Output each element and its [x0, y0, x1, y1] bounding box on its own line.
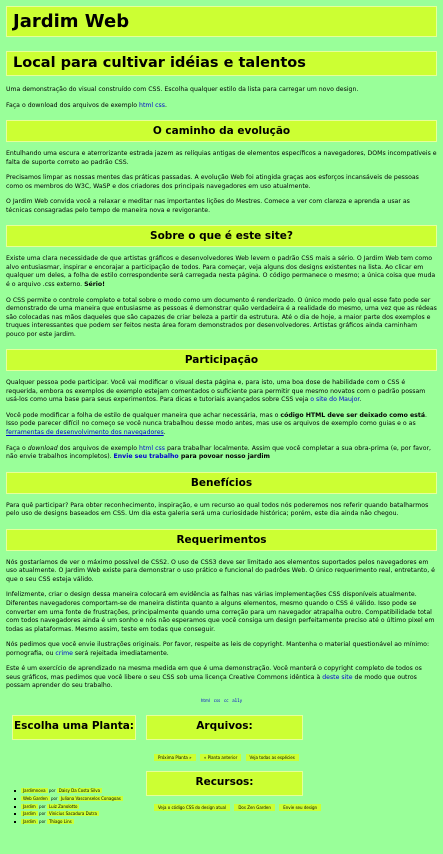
submit-work-link[interactable]: Envie seu trabalho: [113, 453, 179, 461]
heading-evolucao: O caminho da evolução: [6, 120, 437, 142]
list-item: Jardim por Vinicius Sacadura Dutra: [14, 810, 123, 818]
participacao-p3: Faça o download dos arquivos de exemplo html css para trabalhar localmente. Assim que você completar a sua obra-prima (e, por favor, não envie trabalhos incompletos). Envie seu trabalho para povoar nosso jardim: [6, 444, 431, 461]
validator-css-link[interactable]: css: [213, 697, 221, 703]
list-item: Jardim por Luiz Zanolotto: [14, 803, 123, 811]
participacao-p1: Qualquer pessoa pode participar. Você vai modificar o visual desta página e, para isto, uma boa dose de habilidade com o CSS é requerida, embora os exemplos de exemplo estejam comentados o suficiente para permitir que mesmo novatos com o padrão possam usá-los como uma base para seus experimentos. Para dicas e tutoriais avançados sobre CSS veja o site do Maujor.: [6, 379, 426, 404]
bullet-icon: [14, 798, 16, 800]
participacao-p2: Você pode modificar a folha de estilo de qualquer maneira que achar necessária, mas o código HTML deve ser deixado como está. Isso pode parecer difícil no começo se você nunca trabalhou desse modo antes, mas use os arquivos de exemplo como guias e o as ferramentas de desenvolvimento dos navegadores.: [6, 411, 427, 437]
requerimentos-p4: Este é um exercício de aprendizado na mesma medida em que é uma demonstração. Você manterá o copyright completo de todos os seus gráficos, mas pedimos que você libere o seu CSS sob uma licença Creative Commons idêntica à deste site de modo que outros possam aprender do seu trabalho.: [6, 665, 422, 690]
heading-participacao: Participação: [6, 349, 437, 371]
validator-a11y-link[interactable]: a11y: [232, 697, 243, 703]
plant-link[interactable]: Jardim: [23, 811, 36, 817]
crime-link[interactable]: crime: [55, 649, 73, 657]
evolucao-p2: Precisamos limpar as nossas mentes das práticas passadas. A evolução Web foi atingida graças aos esforços incansáveis de pessoas como os membros do W3C, WaSP e dos criadores dos principais navegadores em uso atualmente.: [6, 174, 419, 190]
page-subtitle: Local para cultivar idéias e talentos: [6, 51, 437, 76]
sample-css-link[interactable]: css: [155, 444, 165, 452]
license-link[interactable]: deste site: [322, 673, 353, 681]
bullet-icon: [14, 790, 16, 792]
plant-list: [14, 787, 123, 825]
author-link[interactable]: Juliana Vasconselos Conagoas: [60, 795, 121, 801]
prev-plant-link[interactable]: « Planta anterior: [200, 754, 241, 761]
site-title: Jardim Web: [6, 6, 437, 37]
plant-link[interactable]: Jardim: [23, 803, 36, 809]
sample-html-link[interactable]: html: [139, 444, 154, 452]
plant-link[interactable]: Web Garden: [23, 795, 48, 801]
beneficios-p1: Para quê participar? Para obter reconhecimento, inspiração, e um recurso ao qual todos nós poderemos nos referir quando batalharmos pelo uso de designs baseados em CSS. Um dia esta galeria será uma curiosidade histórica; porém, este dia ainda não chegou.: [6, 501, 429, 518]
archives-list: [154, 755, 302, 761]
beneficios-section: [6, 502, 437, 519]
participacao-section: [6, 379, 437, 461]
bullet-icon: [14, 813, 16, 815]
evolucao-p1: Entulhando uma escura e aterrorizante estrada jazem as relíquias antigas de elementos específicos a navegadores, DOMs incompatíveis e falta de suporte correto ao padrão CSS.: [6, 150, 437, 166]
submit-design-link[interactable]: Envie seu design: [279, 804, 321, 811]
sobre-section: [6, 255, 437, 339]
sobre-p1: Existe uma clara necessidade de que artistas gráficos e desenvolvedores Web levem o padrão CSS mais a sério. O Jardim Web tem como alvo entusiasmar, inspirar e encorajar a participação de todos. Para começar, veja alguns dos designs existentes na lista. Ao clicar em qualquer um deles, a folha de estilo correspondente será carregada nesta página. O código permanece o mesmo; a única coisa que muda é o arquivo .css externo. Sério!: [6, 255, 436, 289]
validator-cc-link[interactable]: cc: [224, 697, 229, 703]
intro-section: [6, 86, 437, 110]
plantas-panel-title: Escolha uma Planta:: [12, 715, 136, 740]
bullet-icon: [14, 806, 16, 808]
maujor-link[interactable]: o site do Maujor: [310, 396, 360, 404]
author-link[interactable]: Luiz Zanolotto: [48, 803, 78, 809]
all-species-link[interactable]: Veja todas as espécies: [246, 754, 299, 761]
heading-requerimentos: Requerimentos: [6, 529, 437, 551]
zen-garden-link[interactable]: Dos Zen Garden: [234, 804, 275, 811]
resources-list: [154, 805, 324, 811]
arquivos-panel-title: Arquivos:: [146, 715, 303, 740]
list-item: Jardimnova por Daisy Da Costa Silva: [14, 787, 123, 795]
plant-link[interactable]: Jardim: [23, 818, 36, 824]
author-link[interactable]: Daisy Da Costa Silva: [58, 788, 101, 794]
view-css-link[interactable]: Veja o código CSS do design atual: [154, 804, 230, 811]
bullet-icon: [14, 821, 16, 823]
next-plant-link[interactable]: Próxima Planta »: [154, 754, 196, 761]
evolucao-section: [6, 150, 437, 215]
sidebar-panels: [6, 703, 437, 843]
intro-html-link[interactable]: html: [139, 101, 154, 109]
author-link[interactable]: Vinicius Sacadura Dutra: [48, 811, 97, 817]
requerimentos-p2: Infelizmente, criar o design dessa maneira colocará em evidência as falhas nas várias implementações CSS disponíveis atualmente. Diferentes navegadores comportam-se de maneira distinta quanto a alguns elementos, mesmo quando o CSS é válido. Isso pode se converter em uma fonte de frustrações, principalmente quando uma correção para um navegador atrapalha outro. Compatibilidade total com todos navegadores ainda é um sonho e nós não esperamos que você consiga um design perfeitamente preciso até o último pixel em todas as plataformas. Mesmo assim, teste em todas que conseguir.: [6, 591, 435, 633]
dev-tools-link[interactable]: ferramentas de desenvolvimento dos navegadores: [6, 429, 164, 437]
requerimentos-p1: Nós gostaríamos de ver o máximo possível de CSS2. O uso de CSS3 deve ser limitado aos elementos suportados pelos navegadores em uso atualmente. O Jardim Web existe para demonstrar o uso prático e funcional do padrões Web. O único requerimento real, entretanto, é que o seu CSS esteja válido.: [6, 558, 435, 583]
list-item: Jardim por Thiago Lins: [14, 818, 123, 826]
recursos-panel-title: Recursos:: [146, 771, 303, 796]
heading-sobre: Sobre o que é este site?: [6, 225, 437, 247]
author-link[interactable]: Thiago Lins: [48, 818, 72, 824]
intro-text: Uma demonstração do visual construído com CSS. Escolha qualquer estilo da lista para carregar um novo design.: [6, 86, 359, 93]
sobre-p2: O CSS permite o controle completo e total sobre o modo como um documento é renderizado. O único modo pelo qual esse fato pode ser demonstrado de uma maneira que entusiasme as pessoas é demonstrar quão verdadeira é a realidade do mesmo, uma vez que as rédeas são colocadas nas mãos daqueles que são capazes de criar beleza a partir da estrutura. Até o dia de hoje, a maior parte dos exemplos e truques interessantes que podem ser feitos nesta área foram demonstrados por desenvolvedores. Artistas gráficos ainda caminham pouco por este jardim.: [6, 296, 437, 338]
requerimentos-section: [6, 559, 437, 691]
evolucao-p3: O Jardim Web convida você a relaxar e meditar nas importantes lições do Mestres. Comece a ver com clareza e aprenda a usar as técnicas consagradas pelo tempo de maneira nova e revigorante.: [6, 198, 410, 214]
plant-link[interactable]: Jardimnova: [23, 788, 46, 794]
intro-download: Faça o download dos arquivos de exemplo html css.: [6, 101, 167, 109]
requerimentos-p3: Nós pedimos que você envie ilustrações originais. Por favor, respeite as leis de copyright. Mantenha o material questionável ao mínimo: pornografia, ou crime será rejeitada imediatamente.: [6, 641, 430, 657]
list-item: Web Garden por Juliana Vasconselos Conagoas: [14, 795, 123, 803]
intro-css-link[interactable]: css: [155, 101, 165, 109]
heading-beneficios: Benefícios: [6, 472, 437, 494]
validator-html-link[interactable]: html: [200, 697, 210, 703]
